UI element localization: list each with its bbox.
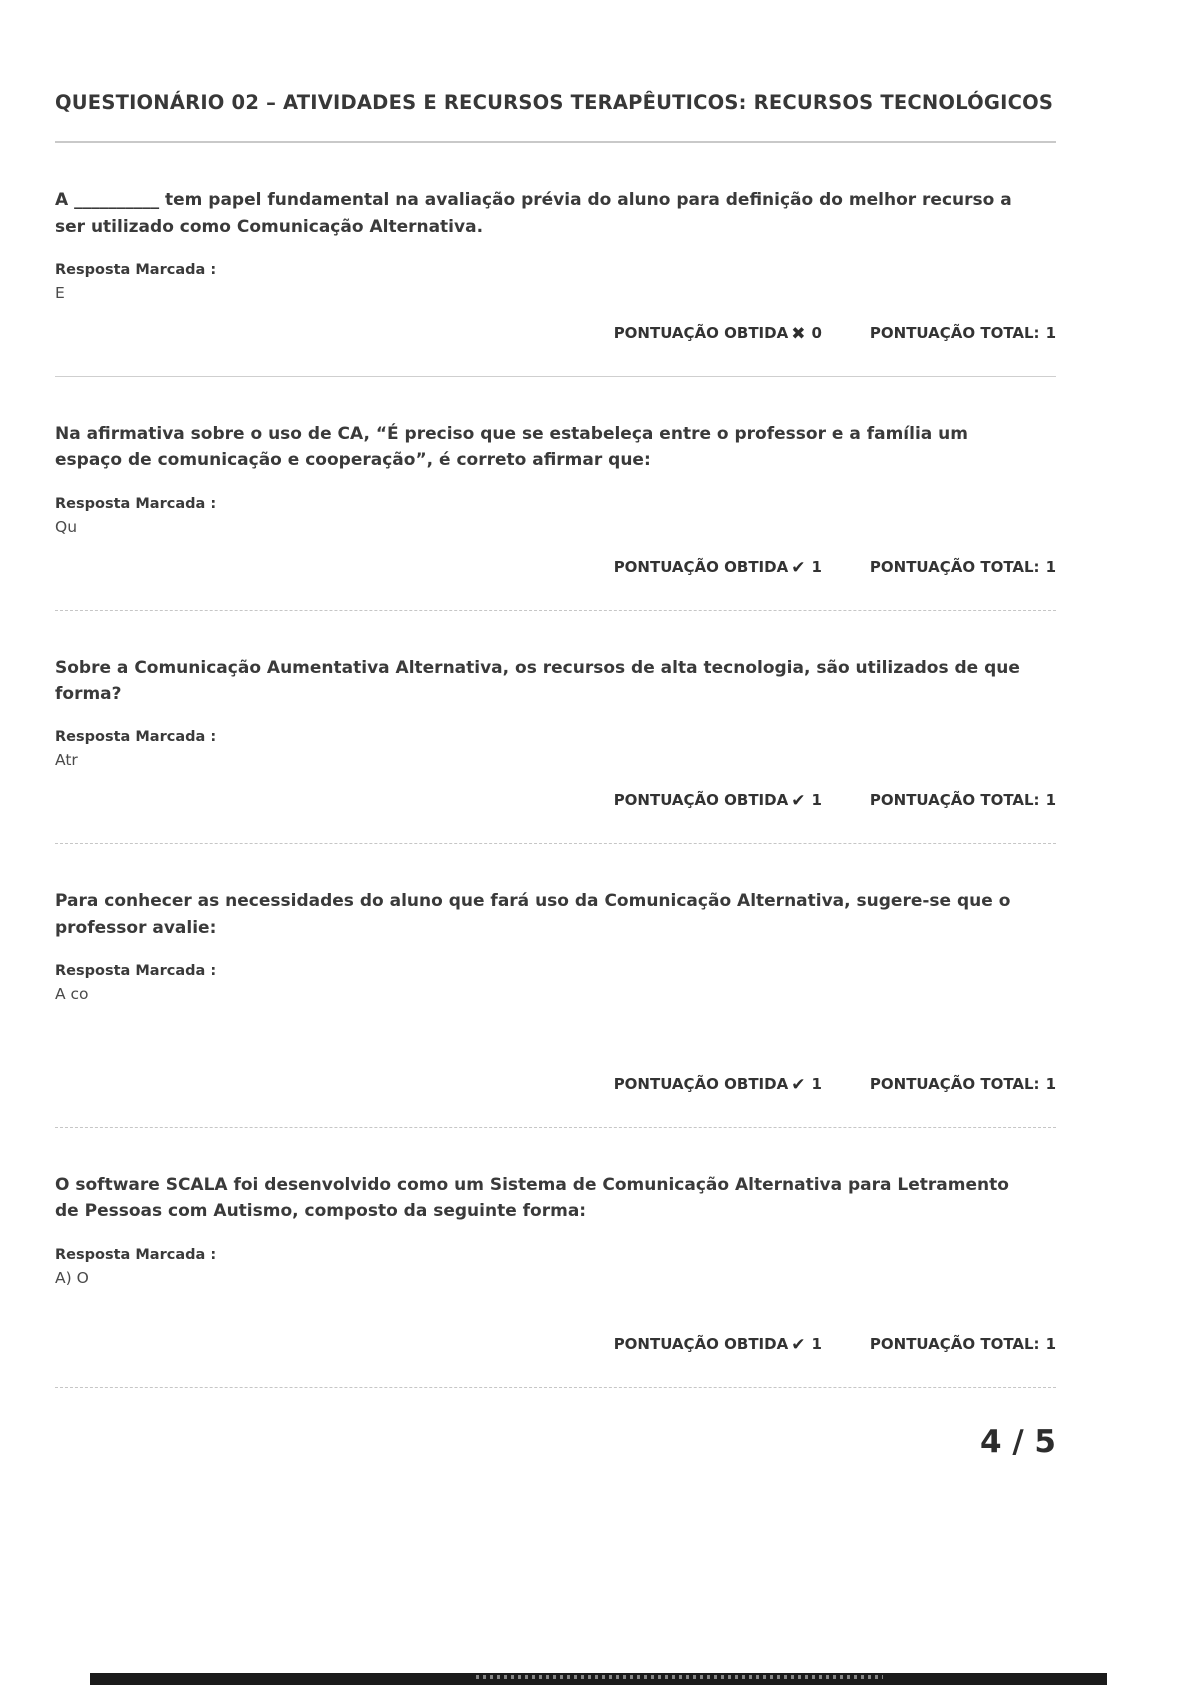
question-text: O software SCALA foi desenvolvido como um Sistema de Comunicação Alternativa para Letramento de Pessoas com Autismo, composto da seguinte forma: <box>55 1175 1009 1222</box>
score-row <box>55 324 1056 344</box>
score-obtained <box>614 1335 822 1355</box>
marked-answer: A) O <box>55 1268 89 1287</box>
question-text: A __________ tem papel fundamental na avaliação prévia do aluno para definição do melhor recurso a ser utilizado como Comunicação Alternativa. <box>55 190 1012 237</box>
question-block-3 <box>55 611 1056 844</box>
answer-label: Resposta Marcada : <box>55 495 217 512</box>
score-obtained-label: PONTUAÇÃO OBTIDA <box>613 791 789 810</box>
score-row <box>55 791 1056 811</box>
answer-label: Resposta Marcada : <box>55 262 217 279</box>
check-icon: ✔ <box>791 1075 806 1096</box>
score-obtained-value: 1 <box>811 1334 822 1353</box>
score-obtained-value: 1 <box>811 1075 822 1094</box>
score-total-value: 1 <box>1045 1334 1056 1353</box>
question-text: Sobre a Comunicação Aumentativa Alternativa, os recursos de alta tecnologia, são utilizados de que forma? <box>55 657 1020 705</box>
score-obtained <box>614 791 822 811</box>
question-text: Na afirmativa sobre o uso de CA, “É preciso que se estabeleça entre o professor e a família um espaço de comunicação e cooperação”, é correto afirmar que: <box>55 424 968 471</box>
marked-answer: Qu <box>55 517 78 536</box>
question-text: Para conhecer as necessidades do aluno que fará uso da Comunicação Alternativa, sugere-se que o professor avalie: <box>55 891 1011 938</box>
answer-label: Resposta Marcada : <box>55 1246 217 1263</box>
marked-answer: Atr <box>55 751 78 770</box>
score-total-label: PONTUAÇÃO TOTAL: <box>869 791 1040 810</box>
score-total <box>870 1335 1056 1353</box>
question-block-5 <box>55 1128 1056 1387</box>
score-total <box>870 1075 1056 1093</box>
page-title: QUESTIONÁRIO 02 – ATIVIDADES E RECURSOS TERAPÊUTICOS: RECURSOS TECNOLÓGICOS <box>55 91 1054 114</box>
answer-label: Resposta Marcada : <box>55 963 217 980</box>
score-obtained-label: PONTUAÇÃO OBTIDA <box>613 1075 789 1094</box>
score-obtained-label: PONTUAÇÃO OBTIDA <box>613 324 789 343</box>
score-obtained-label: PONTUAÇÃO OBTIDA <box>613 557 789 576</box>
score-obtained <box>614 324 822 344</box>
score-total-value: 1 <box>1045 324 1056 343</box>
score-obtained-label: PONTUAÇÃO OBTIDA <box>613 1334 789 1353</box>
next-page-edge <box>90 1673 1107 1685</box>
score-total-value: 1 <box>1045 1075 1056 1094</box>
score-obtained <box>614 558 822 578</box>
score-obtained-value: 1 <box>811 557 822 576</box>
score-obtained-value: 1 <box>811 791 822 810</box>
score-row <box>55 1335 1056 1355</box>
score-total-value: 1 <box>1045 557 1056 576</box>
score-total <box>870 558 1056 576</box>
score-row <box>55 1075 1056 1095</box>
check-icon: ✔ <box>791 1334 806 1355</box>
score-total-label: PONTUAÇÃO TOTAL: <box>869 557 1040 576</box>
score-total-value: 1 <box>1045 791 1056 810</box>
cross-icon: ✖ <box>791 324 806 345</box>
question-block-1 <box>55 143 1056 376</box>
marked-answer: A co <box>55 985 89 1004</box>
score-obtained-value: 0 <box>811 324 822 343</box>
question-block-2 <box>55 377 1056 610</box>
marked-answer: E <box>55 284 65 303</box>
check-icon: ✔ <box>791 791 806 812</box>
score-row <box>55 558 1056 578</box>
page-indicator: 4 / 5 <box>979 1423 1056 1460</box>
score-total <box>870 791 1056 809</box>
separator <box>55 1387 1056 1388</box>
score-total-label: PONTUAÇÃO TOTAL: <box>869 1334 1040 1353</box>
score-total <box>870 324 1056 342</box>
answer-label: Resposta Marcada : <box>55 729 217 746</box>
score-obtained <box>614 1075 822 1095</box>
question-block-4 <box>55 844 1056 1127</box>
score-total-label: PONTUAÇÃO TOTAL: <box>869 1075 1040 1094</box>
check-icon: ✔ <box>791 557 806 578</box>
score-total-label: PONTUAÇÃO TOTAL: <box>869 324 1040 343</box>
